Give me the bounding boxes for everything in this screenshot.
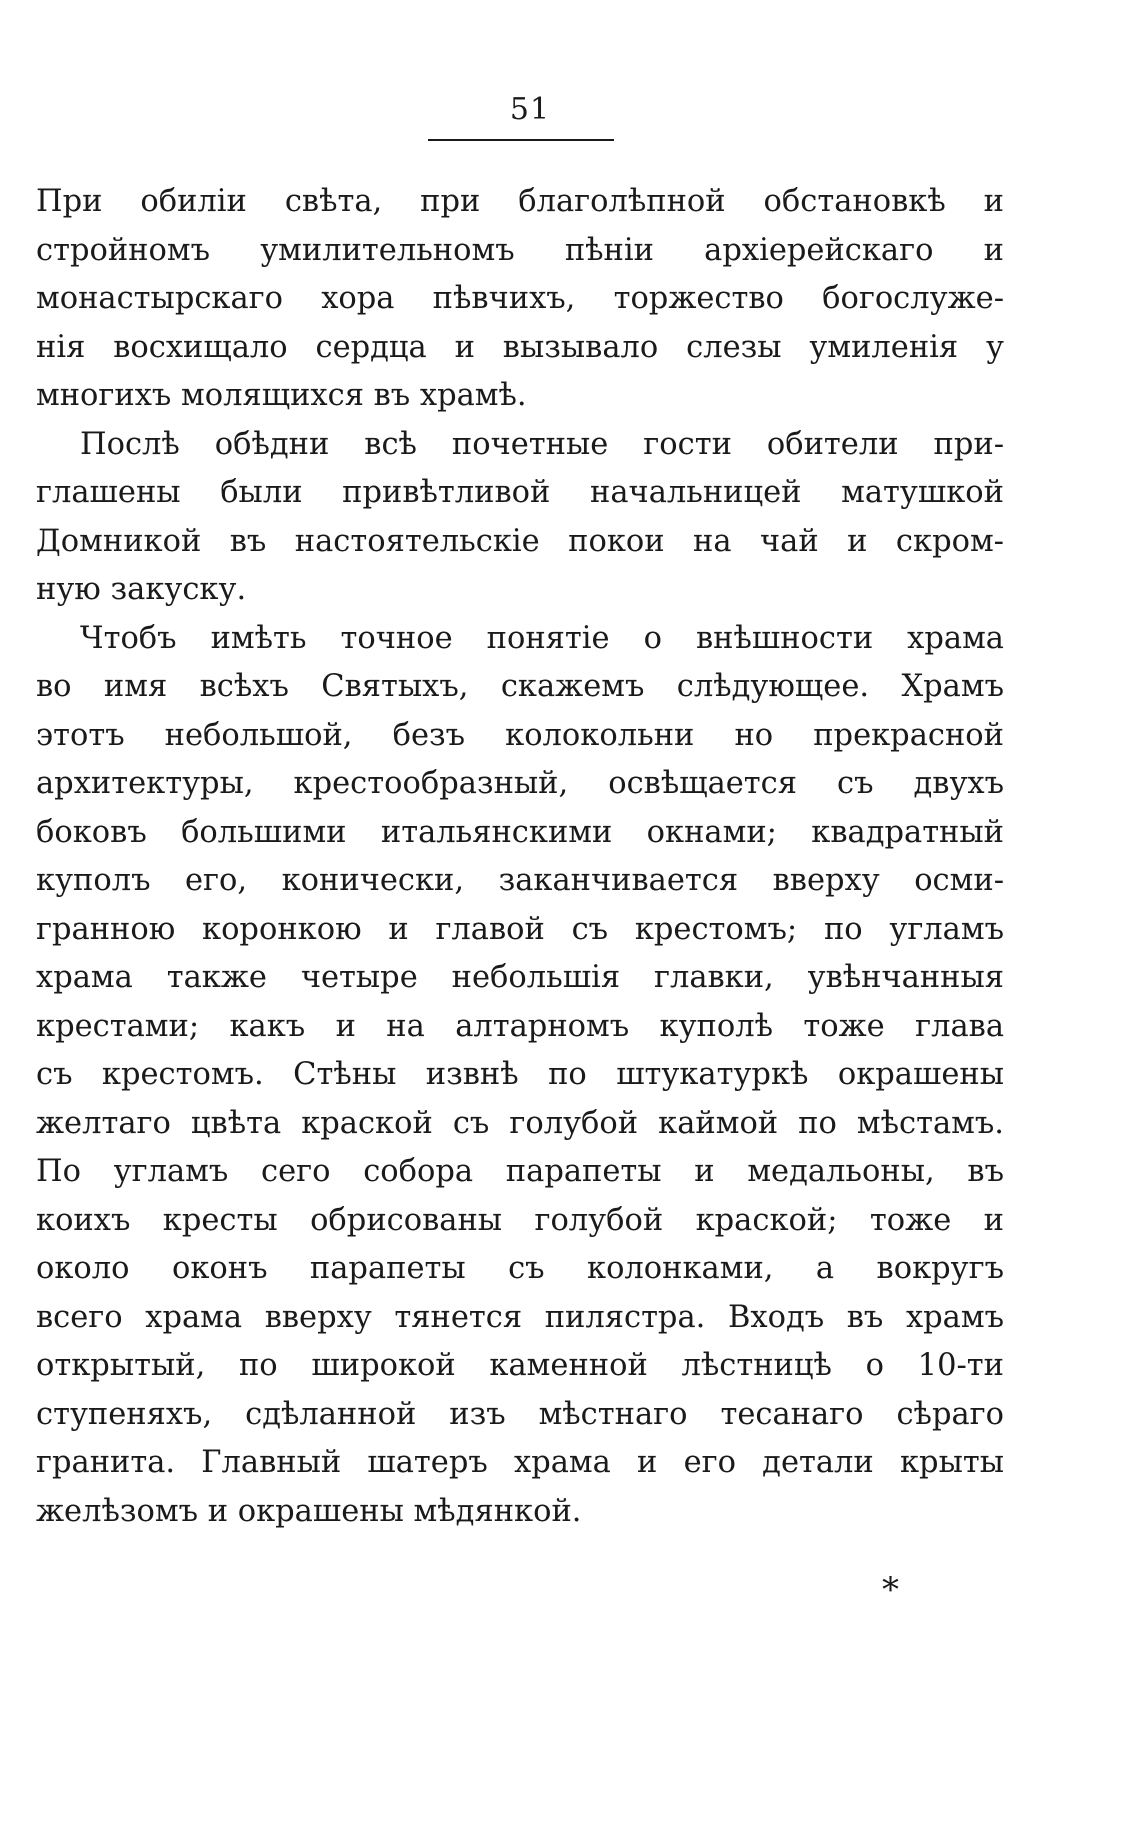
text-line: монастырскаго хора пѣвчихъ, торжество богослуже- (36, 281, 1004, 316)
text-line: коихъ кресты обрисованы голубой краской; тоже и (36, 1202, 1004, 1238)
text-line: При обиліи свѣта, при благолѣпной обстановкѣ и (36, 184, 1004, 219)
text-line: куполъ его, конически, заканчивается вверху осми- (36, 863, 1004, 898)
section-asterisk: * (882, 1570, 899, 1610)
text-line: нія восхищало сердца и вызывало слезы умиленія у (36, 329, 1004, 365)
text-line: архитектуры, крестообразный, освѣщается съ двухъ (36, 766, 1004, 801)
text-line: По угламъ сего собора парапеты и медальоны, въ (36, 1154, 1004, 1189)
text-line: съ крестомъ. Стѣны извнѣ по штукатуркѣ окрашены (36, 1057, 1004, 1092)
text-line: многихъ молящихся въ храмѣ. (36, 378, 527, 413)
page-number: 51 (509, 92, 551, 127)
text-line: открытый, по широкой каменной лѣстницѣ о 10-ти (36, 1348, 1004, 1383)
text-line: во имя всѣхъ Святыхъ, скажемъ слѣдующее. Храмъ (36, 669, 1004, 704)
text-line: Послѣ обѣдни всѣ почетные гости обители при- (80, 426, 1004, 462)
text-line: желѣзомъ и окрашены мѣдянкой. (36, 1493, 582, 1529)
text-line: Домникой въ настоятельскіе покои на чай и скром- (36, 523, 1004, 559)
text-line: этотъ небольшой, безъ колокольни но прекрасной (36, 717, 1004, 753)
text-line: храма также четыре небольшія главки, увѣнчанныя (36, 960, 1004, 995)
text-line: гранита. Главный шатеръ храма и его детали крыты (36, 1445, 1004, 1480)
text-line: стройномъ умилительномъ пѣніи архіерейскаго и (36, 232, 1004, 268)
text-line: ную закуску. (36, 572, 247, 607)
text-line: всего храма вверху тянется пилястра. Входъ въ храмъ (36, 1299, 1004, 1335)
text-line: глашены были привѣтливой начальницей матушкой (36, 475, 1004, 510)
text-line: около оконъ парапеты съ колонками, а вокругъ (36, 1251, 1004, 1286)
text-line: гранною коронкою и главой съ крестомъ; по угламъ (36, 911, 1004, 947)
body-text (36, 178, 1004, 1536)
text-line: Чтобъ имѣть точное понятіе о внѣшности храма (80, 620, 1004, 656)
text-line: ступеняхъ, сдѣланной изъ мѣстнаго тесанаго сѣраго (36, 1396, 1004, 1432)
page-number-rule (428, 139, 614, 141)
text-line: желтаго цвѣта краской съ голубой каймой по мѣстамъ. (36, 1105, 1004, 1141)
text-line: крестами; какъ и на алтарномъ куполѣ тоже глава (36, 1008, 1004, 1044)
text-line: боковъ большими итальянскими окнами; квадратный (36, 814, 1004, 850)
